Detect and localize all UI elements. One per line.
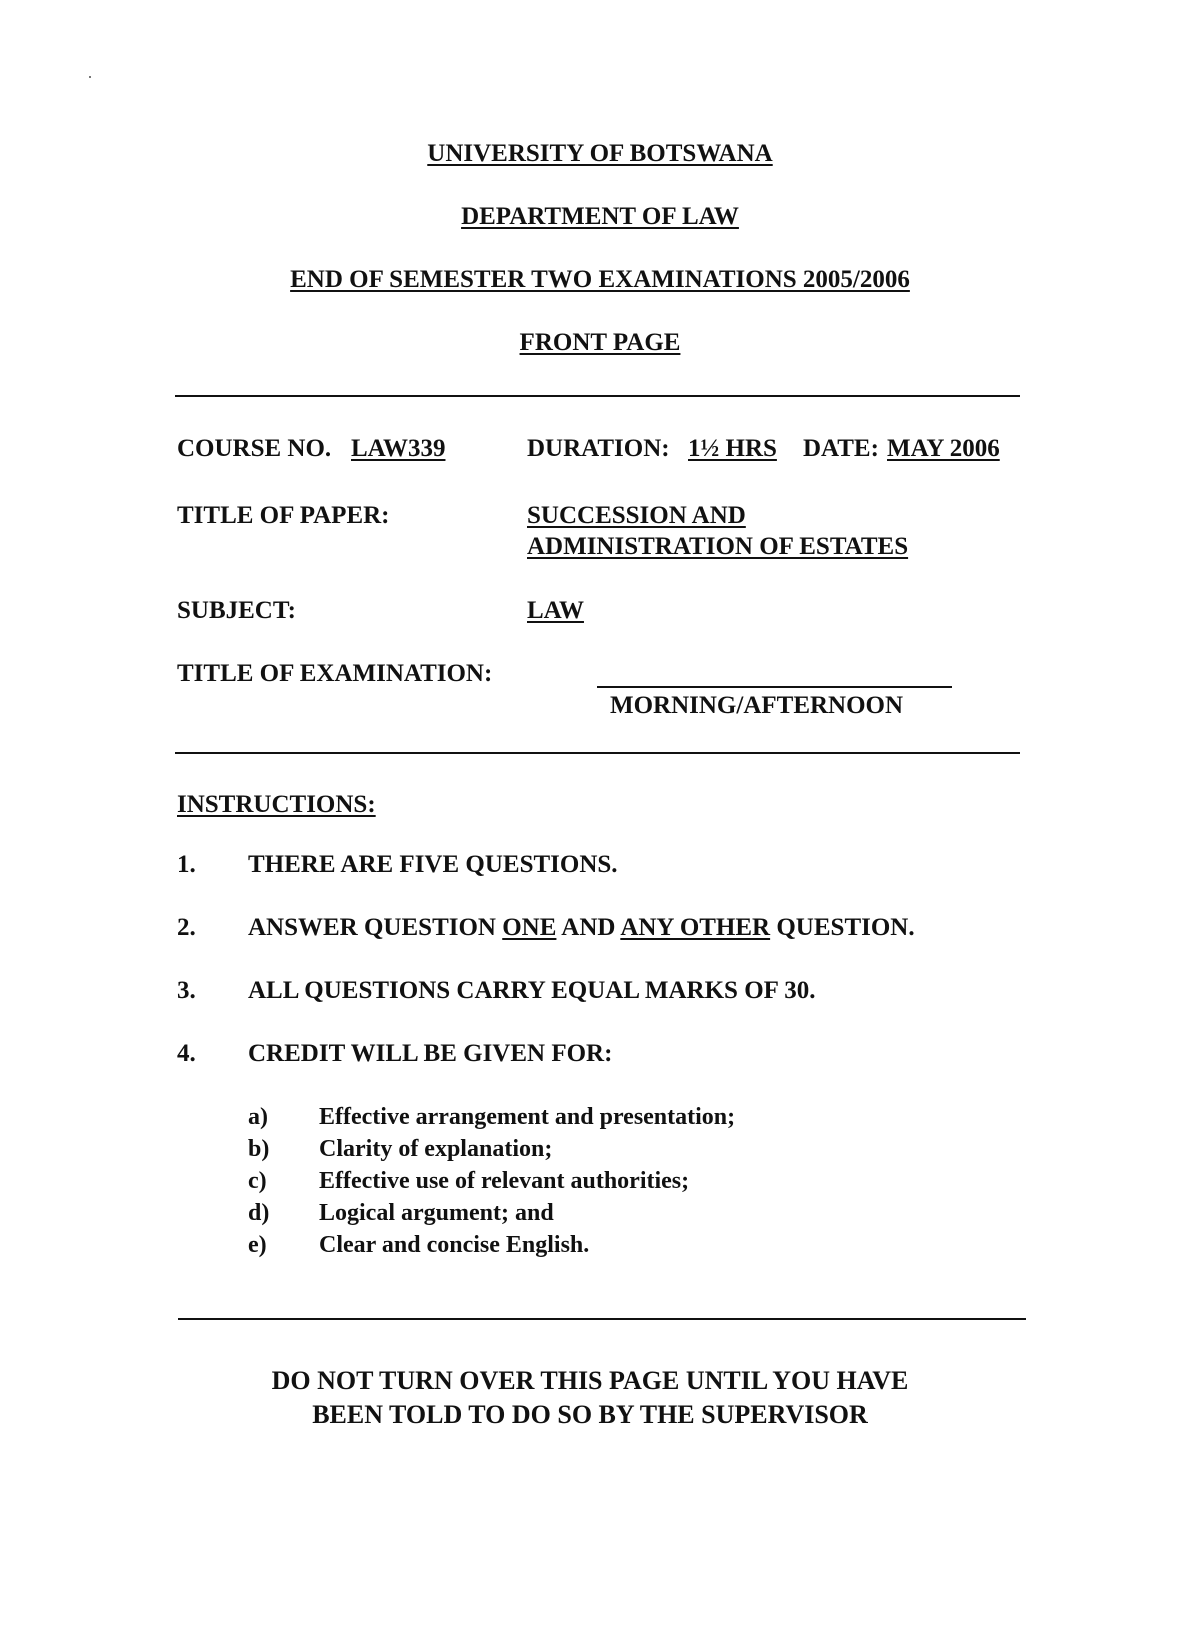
instruction-text: ALL QUESTIONS CARRY EQUAL MARKS OF 30.: [248, 977, 816, 1004]
date-value: MAY 2006: [887, 435, 1000, 462]
credit-item-text: Clear and concise English.: [319, 1232, 590, 1258]
instruction-text-part: AND: [556, 914, 621, 941]
title-of-examination-label: TITLE OF EXAMINATION:: [177, 660, 493, 687]
instruction-text: [248, 914, 915, 942]
subject-label: SUBJECT:: [177, 597, 297, 624]
warning-line1: DO NOT TURN OVER THIS PAGE UNTIL YOU HAVE: [271, 1366, 909, 1395]
instruction-number: 2.: [177, 914, 196, 941]
credit-item-letter: a): [248, 1104, 268, 1130]
title-of-paper-label: TITLE OF PAPER:: [177, 502, 390, 529]
credit-item-letter: c): [248, 1168, 267, 1194]
department-name: DEPARTMENT OF LAW: [461, 203, 739, 230]
credit-item-letter: b): [248, 1136, 270, 1162]
course-value: LAW339: [351, 435, 446, 462]
instruction-text: THERE ARE FIVE QUESTIONS.: [248, 851, 618, 878]
instruction-number: 1.: [177, 851, 196, 878]
course-label: COURSE NO.: [177, 435, 332, 462]
credit-item-letter: e): [248, 1232, 267, 1258]
title-of-paper-line1: SUCCESSION AND: [527, 502, 746, 529]
credit-item-text: Clarity of explanation;: [319, 1136, 553, 1162]
duration-value: 1½ HRS: [688, 435, 777, 462]
warning-line2: BEEN TOLD TO DO SO BY THE SUPERVISOR: [312, 1400, 868, 1429]
credit-item-letter: d): [248, 1200, 270, 1226]
top-divider: [175, 395, 1020, 397]
exam-session: END OF SEMESTER TWO EXAMINATIONS 2005/2006: [290, 266, 910, 293]
scan-speck: [89, 76, 91, 78]
date-label: DATE:: [803, 435, 879, 462]
instruction-emphasis-one: ONE: [502, 914, 557, 941]
instruction-text-part: ANSWER QUESTION: [248, 914, 503, 941]
instruction-text: CREDIT WILL BE GIVEN FOR:: [248, 1040, 613, 1067]
credit-item-text: Effective use of relevant authorities;: [319, 1168, 690, 1194]
instruction-number: 4.: [177, 1040, 196, 1067]
duration-label: DURATION:: [527, 435, 670, 462]
university-name: UNIVERSITY OF BOTSWANA: [427, 140, 773, 167]
instructions-heading: INSTRUCTIONS:: [177, 791, 376, 818]
middle-divider: [175, 752, 1020, 754]
subject-value: LAW: [527, 597, 584, 624]
page-label: FRONT PAGE: [519, 329, 681, 356]
exam-time-value: MORNING/AFTERNOON: [610, 692, 904, 719]
instruction-text-part: QUESTION.: [770, 914, 915, 941]
bottom-divider: [178, 1318, 1026, 1320]
instruction-number: 3.: [177, 977, 196, 1004]
instruction-emphasis-any-other: ANY OTHER: [620, 914, 771, 941]
title-of-paper-line2: ADMINISTRATION OF ESTATES: [527, 533, 909, 560]
credit-item-text: Logical argument; and: [319, 1200, 554, 1226]
credit-item-text: Effective arrangement and presentation;: [319, 1104, 736, 1130]
exam-title-blank-line: [597, 686, 952, 688]
